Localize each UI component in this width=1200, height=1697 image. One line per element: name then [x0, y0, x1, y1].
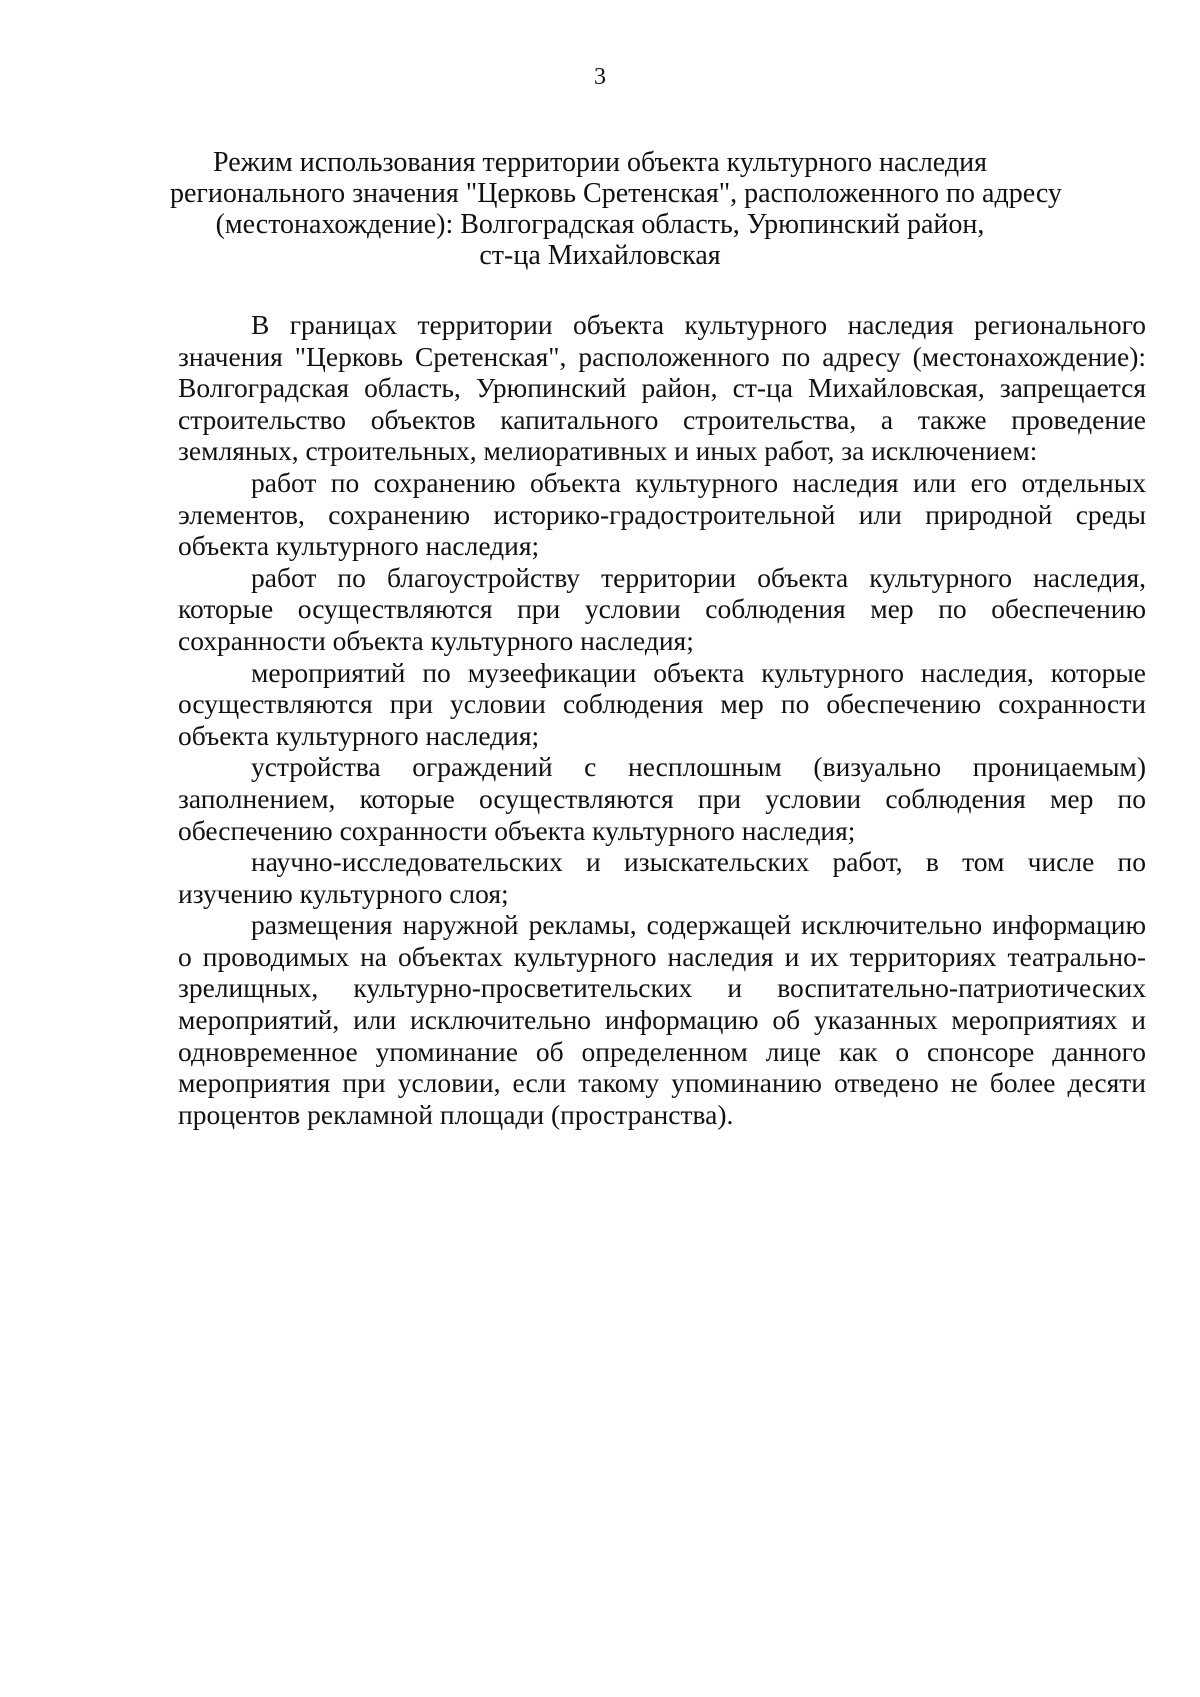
title-line: регионального значения "Церковь Сретенская", расположенного по адресу	[170, 178, 1062, 209]
title-line: (местонахождение): Волгоградская область, Урюпинский район,	[215, 209, 985, 240]
page-number: 3	[594, 64, 606, 90]
exception-item: работ по благоустройству территории объекта культурного наследия, которые осуществляются при условии соблюдения мер по обеспечению сохранности объекта культурного наследия;	[178, 561, 1146, 656]
title-line: ст-ца Михайловская	[479, 240, 721, 271]
exception-item: мероприятий по музеефикации объекта культурного наследия, которые осуществляются при условии соблюдения мер по обеспечению сохранности объекта культурного наследия;	[178, 656, 1146, 751]
exception-item: работ по сохранению объекта культурного наследия или его отдельных элементов, сохранению историко-градостроительной или природной среды объекта культурного наследия;	[178, 466, 1146, 562]
exception-item: научно-исследовательских и изыскательских работ, в том числе по изучению культурного слоя;	[178, 846, 1146, 909]
intro-paragraph: В границах территории объекта культурного наследия регионального значения "Церковь Сретенская", расположенного по адресу (местонахождение): Волгоградская область, Урюпинский район, ст-ца Михайловская, запрещается строительство объектов капитального строительства, а также проведение земляных, строительных, мелиоративных и иных работ, за исключением:	[178, 309, 1146, 467]
exception-item: устройства ограждений с несплошным (визуально проницаемым) заполнением, которые осуществляются при условии соблюдения мер по обеспечению сохранности объекта культурного наследия;	[178, 751, 1146, 846]
document-body	[178, 309, 1146, 1130]
document-title	[170, 147, 1062, 271]
title-line: Режим использования территории объекта культурного наследия	[213, 147, 987, 178]
exception-item: размещения наружной рекламы, содержащей исключительно информацию о проводимых на объектах культурного наследия и их территориях театрально-зрелищных, культурно-просветительских и воспитательно-патриотических мероприятий, или исключительно информацию об указанных мероприятиях и одновременное упоминание об определенном лице как о спонсоре данного мероприятия при условии, если такому упоминанию отведено не более десяти процентов рекламной площади (пространства).	[178, 909, 1146, 1130]
